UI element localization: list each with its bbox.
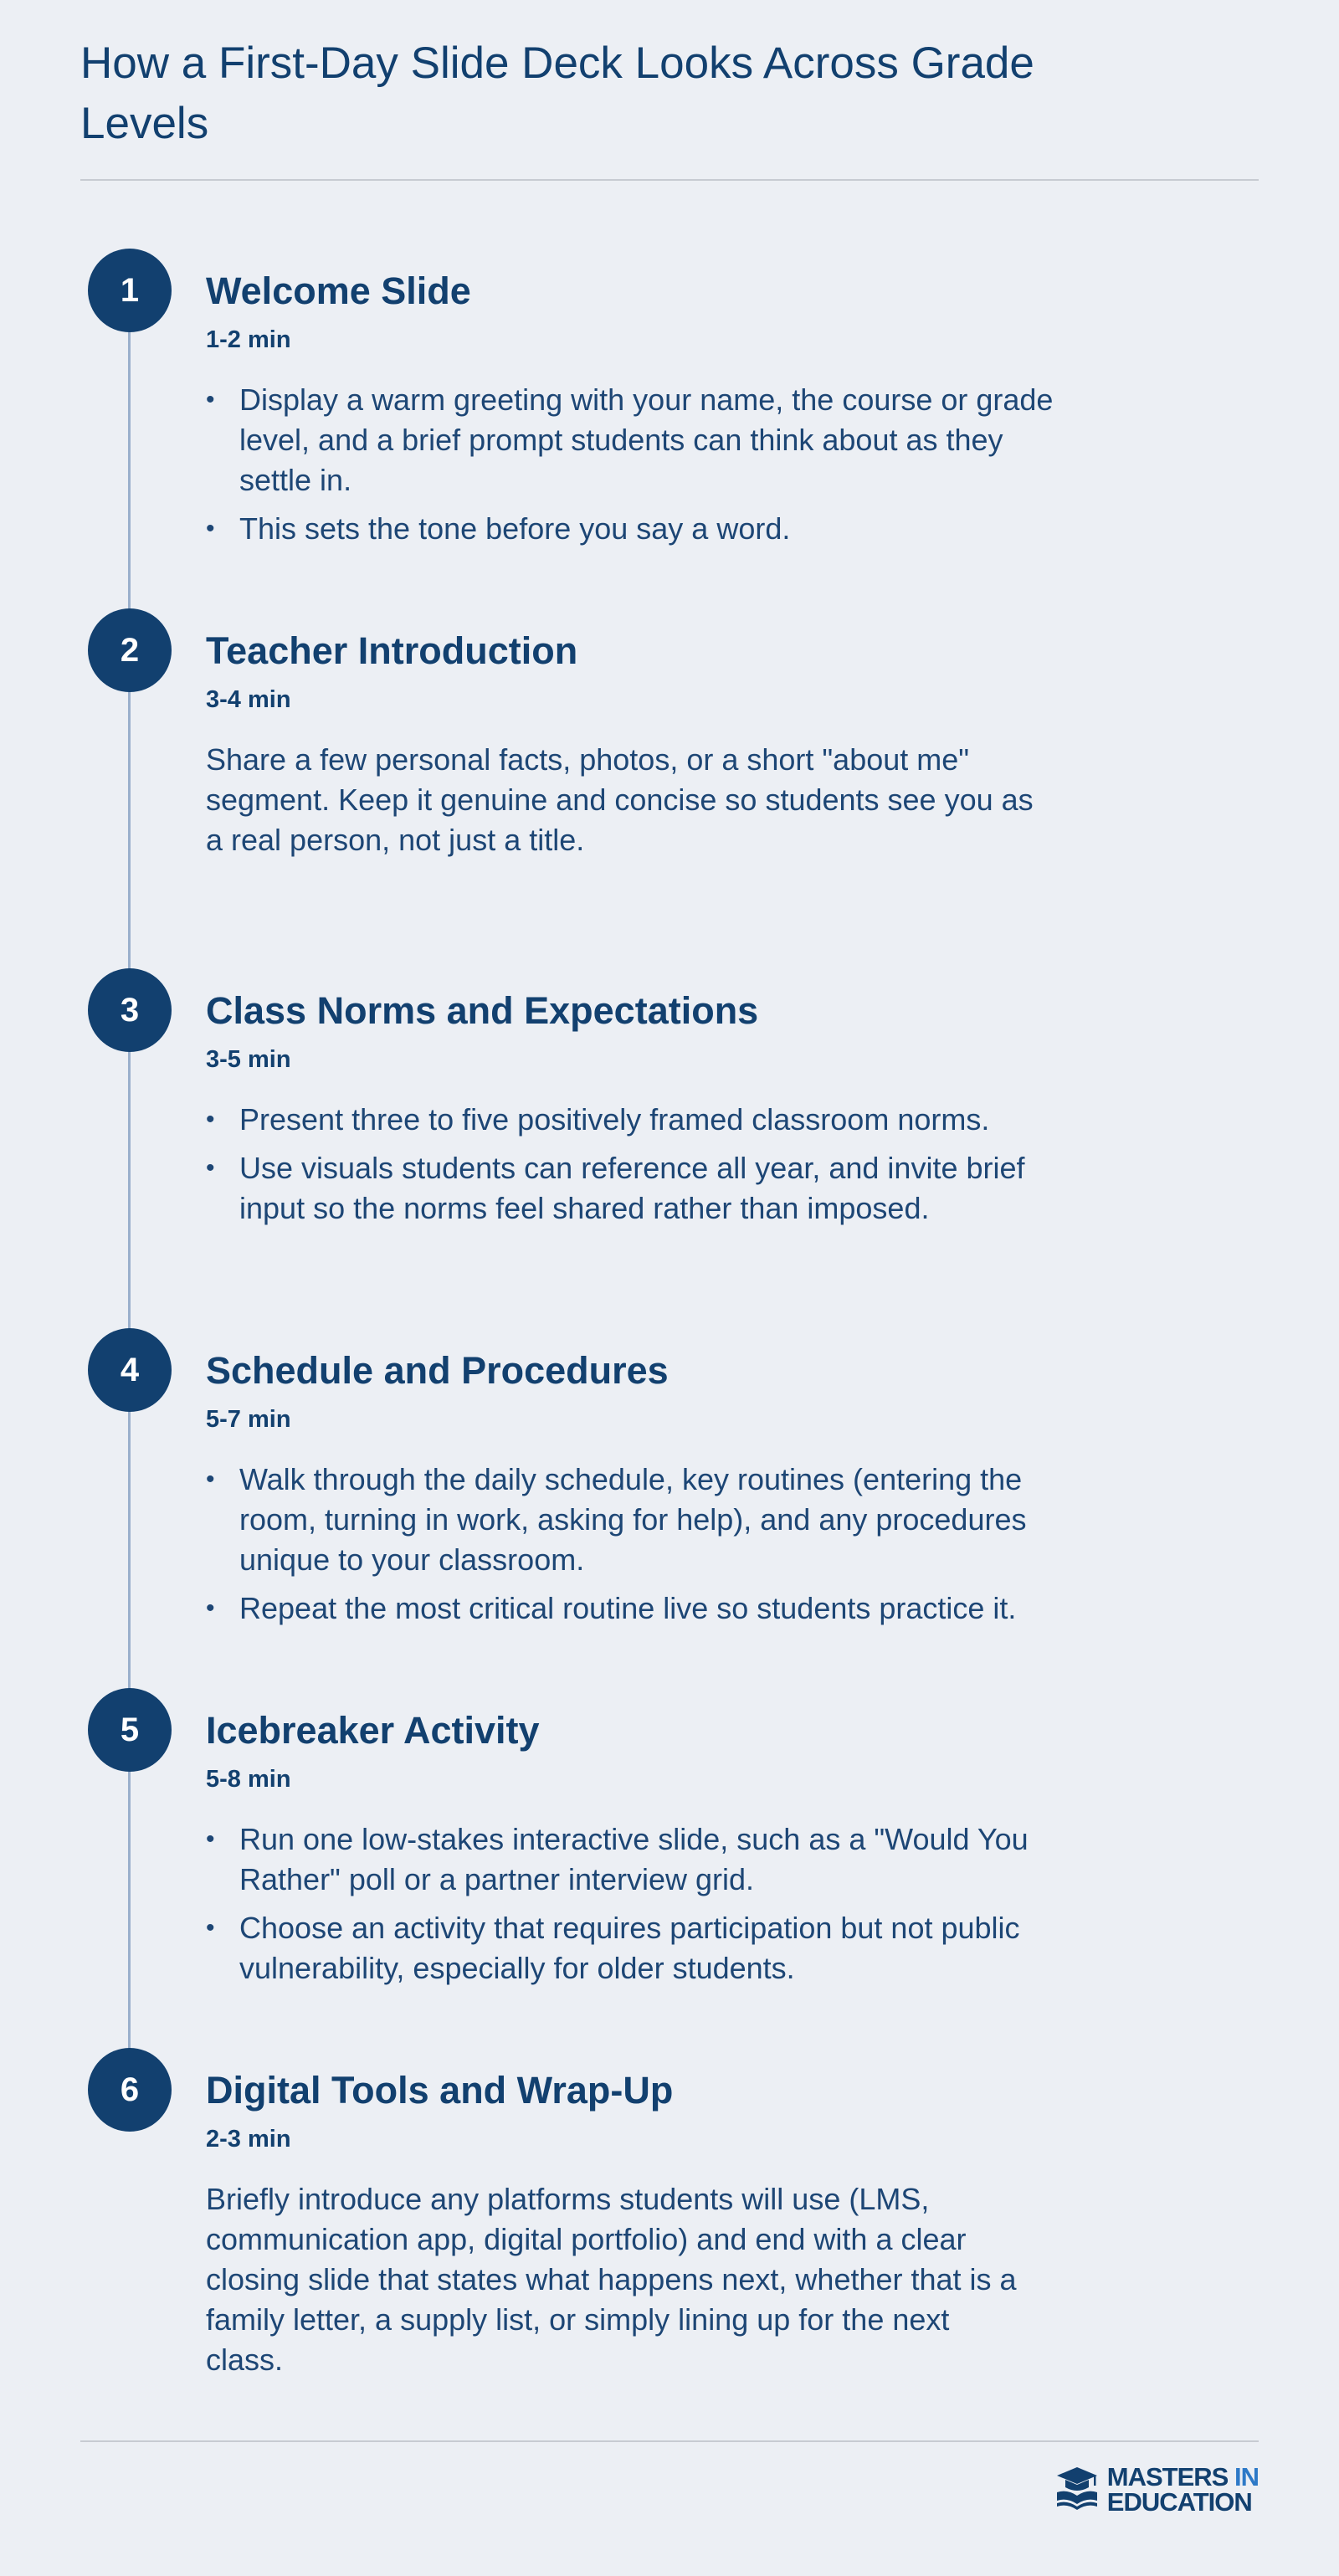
step-1 <box>206 266 1054 557</box>
step-2 <box>206 626 1043 860</box>
step-6-number-badge: 6 <box>88 2048 172 2132</box>
step-1-bullet-2: • This sets the tone before you say a word. <box>206 509 1043 549</box>
step-5-bullet-2: • Choose an activity that requires participation but not public vulnerability, especially for older students. <box>206 1908 1068 1988</box>
masters-in-education-logo <box>1055 2462 1259 2517</box>
step-4-bullets <box>206 1460 1043 1629</box>
step-5-title: Icebreaker Activity <box>206 1709 540 1752</box>
step-4 <box>206 1346 1043 1637</box>
step-1-bullets <box>206 380 1054 549</box>
step-4-duration: 5-7 min <box>206 1406 291 1433</box>
logo-wordmark <box>1106 2461 1259 2517</box>
step-4-bullet-1: • Walk through the daily schedule, key routines (entering the room, turning in work, asking for help), and any procedures unique to your classroom. <box>206 1460 1068 1580</box>
step-5-number-badge: 5 <box>88 1688 172 1772</box>
step-3-duration: 3-5 min <box>206 1046 291 1073</box>
step-3-title: Class Norms and Expectations <box>206 989 759 1032</box>
step-4-bullet-2: • Repeat the most critical routine live so students practice it. <box>206 1588 1068 1629</box>
bottom-divider <box>80 2440 1259 2442</box>
step-5-bullets <box>206 1819 1043 1988</box>
step-1-number-badge: 1 <box>88 249 172 332</box>
step-4-title: Schedule and Procedures <box>206 1349 669 1392</box>
step-1-title: Welcome Slide <box>206 269 471 312</box>
step-2-description: Share a few personal facts, photos, or a short "about me" segment. Keep it genuine and concise so students see you as a real person, not just a title. <box>206 742 1034 857</box>
step-6-description: Briefly introduce any platforms students will use (LMS, communication app, digital portfolio) and end with a clear closing slide that states what happens next, whether that is a family letter, a supply list, or simply lining up for the next class. <box>206 2182 1017 2377</box>
step-3-bullet-2: • Use visuals students can reference all year, and invite brief input so the norms feel shared rather than imposed. <box>206 1148 1068 1229</box>
step-1-bullet-1: • Display a warm greeting with your name, the course or grade level, and a brief prompt students can think about as they settle in. <box>206 380 1068 500</box>
step-2-number-badge: 2 <box>88 608 172 692</box>
step-1-duration: 1-2 min <box>206 326 291 353</box>
logo-word-masters: MASTERS <box>1106 2461 1229 2491</box>
logo-word-in: IN <box>1234 2461 1259 2491</box>
step-2-title: Teacher Introduction <box>206 629 578 672</box>
top-divider <box>80 179 1259 181</box>
graduation-cap-book-icon <box>1055 2462 1099 2517</box>
step-3-bullets <box>206 1100 1043 1229</box>
step-6-title: Digital Tools and Wrap-Up <box>206 2069 674 2112</box>
step-3 <box>206 986 1043 1237</box>
logo-word-education: EDUCATION <box>1106 2486 1252 2517</box>
timeline-line <box>128 290 131 2089</box>
step-2-duration: 3-4 min <box>206 686 291 713</box>
step-5-bullet-1: • Run one low-stakes interactive slide, such as a "Would You Rather" poll or a partner interview grid. <box>206 1819 1068 1900</box>
step-5-duration: 5-8 min <box>206 1766 291 1793</box>
step-4-number-badge: 4 <box>88 1328 172 1412</box>
step-6-duration: 2-3 min <box>206 2126 291 2153</box>
step-3-number-badge: 3 <box>88 968 172 1052</box>
page-title: How a First-Day Slide Deck Looks Across Grade Levels <box>80 38 1034 148</box>
step-3-bullet-1: • Present three to five positively framed classroom norms. <box>206 1100 1068 1140</box>
step-6 <box>206 2065 1043 2380</box>
step-5 <box>206 1706 1043 1997</box>
